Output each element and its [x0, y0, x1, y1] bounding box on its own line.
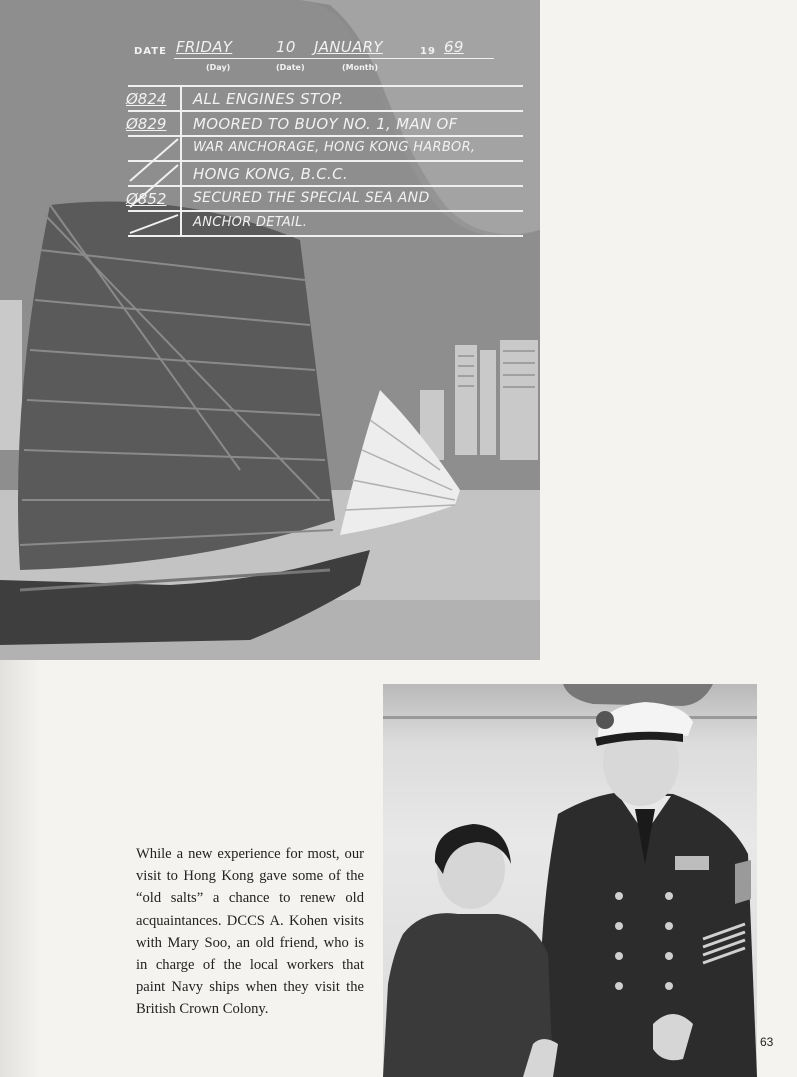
log-rule	[128, 85, 523, 87]
log-month: JANUARY	[314, 38, 383, 56]
log-year-prefix: 19	[420, 46, 436, 57]
blank-time-slashes	[126, 135, 182, 239]
log-line: MOORED TO BUOY NO. 1, MAN OF	[193, 115, 458, 133]
date-label: DATE	[134, 46, 167, 57]
log-year: 69	[444, 38, 464, 56]
date-rule	[174, 58, 494, 59]
date-caption: (Date)	[276, 63, 305, 72]
log-rule	[128, 135, 523, 137]
log-time: Ø824	[126, 90, 167, 108]
page-number: 63	[760, 1035, 774, 1049]
month-caption: (Month)	[342, 63, 378, 72]
log-time: Ø852	[126, 190, 167, 208]
deck-log-entry	[118, 30, 533, 245]
log-rule	[128, 210, 523, 212]
log-date: 10	[276, 38, 296, 56]
log-line: ANCHOR DETAIL.	[193, 215, 308, 230]
log-line: WAR ANCHORAGE, HONG KONG HARBOR,	[193, 140, 476, 155]
log-time: Ø829	[126, 115, 167, 133]
log-rule	[128, 110, 523, 112]
log-line: SECURED THE SPECIAL SEA AND	[193, 190, 430, 206]
log-line: ALL ENGINES STOP.	[193, 90, 344, 108]
log-rule	[128, 160, 523, 162]
photo-caption: While a new experience for most, our visit to Hong Kong gave some of the “old salts” a chance to renew old acquaintances. DCCS A. Kohen visits with Mary Soo, an old friend, who is in charge of the local workers that paint Navy ships when they visit the British Crown Colony.	[136, 846, 364, 1018]
log-line: HONG KONG, B.C.C.	[193, 165, 348, 183]
log-rule	[128, 185, 523, 187]
kohen-and-soo-photo	[383, 684, 757, 1077]
log-rule	[128, 235, 523, 237]
day-caption: (Day)	[206, 63, 231, 72]
junk-harbor-photo	[0, 0, 540, 660]
log-day: FRIDAY	[176, 38, 233, 56]
portrait-graphic	[383, 684, 757, 1077]
